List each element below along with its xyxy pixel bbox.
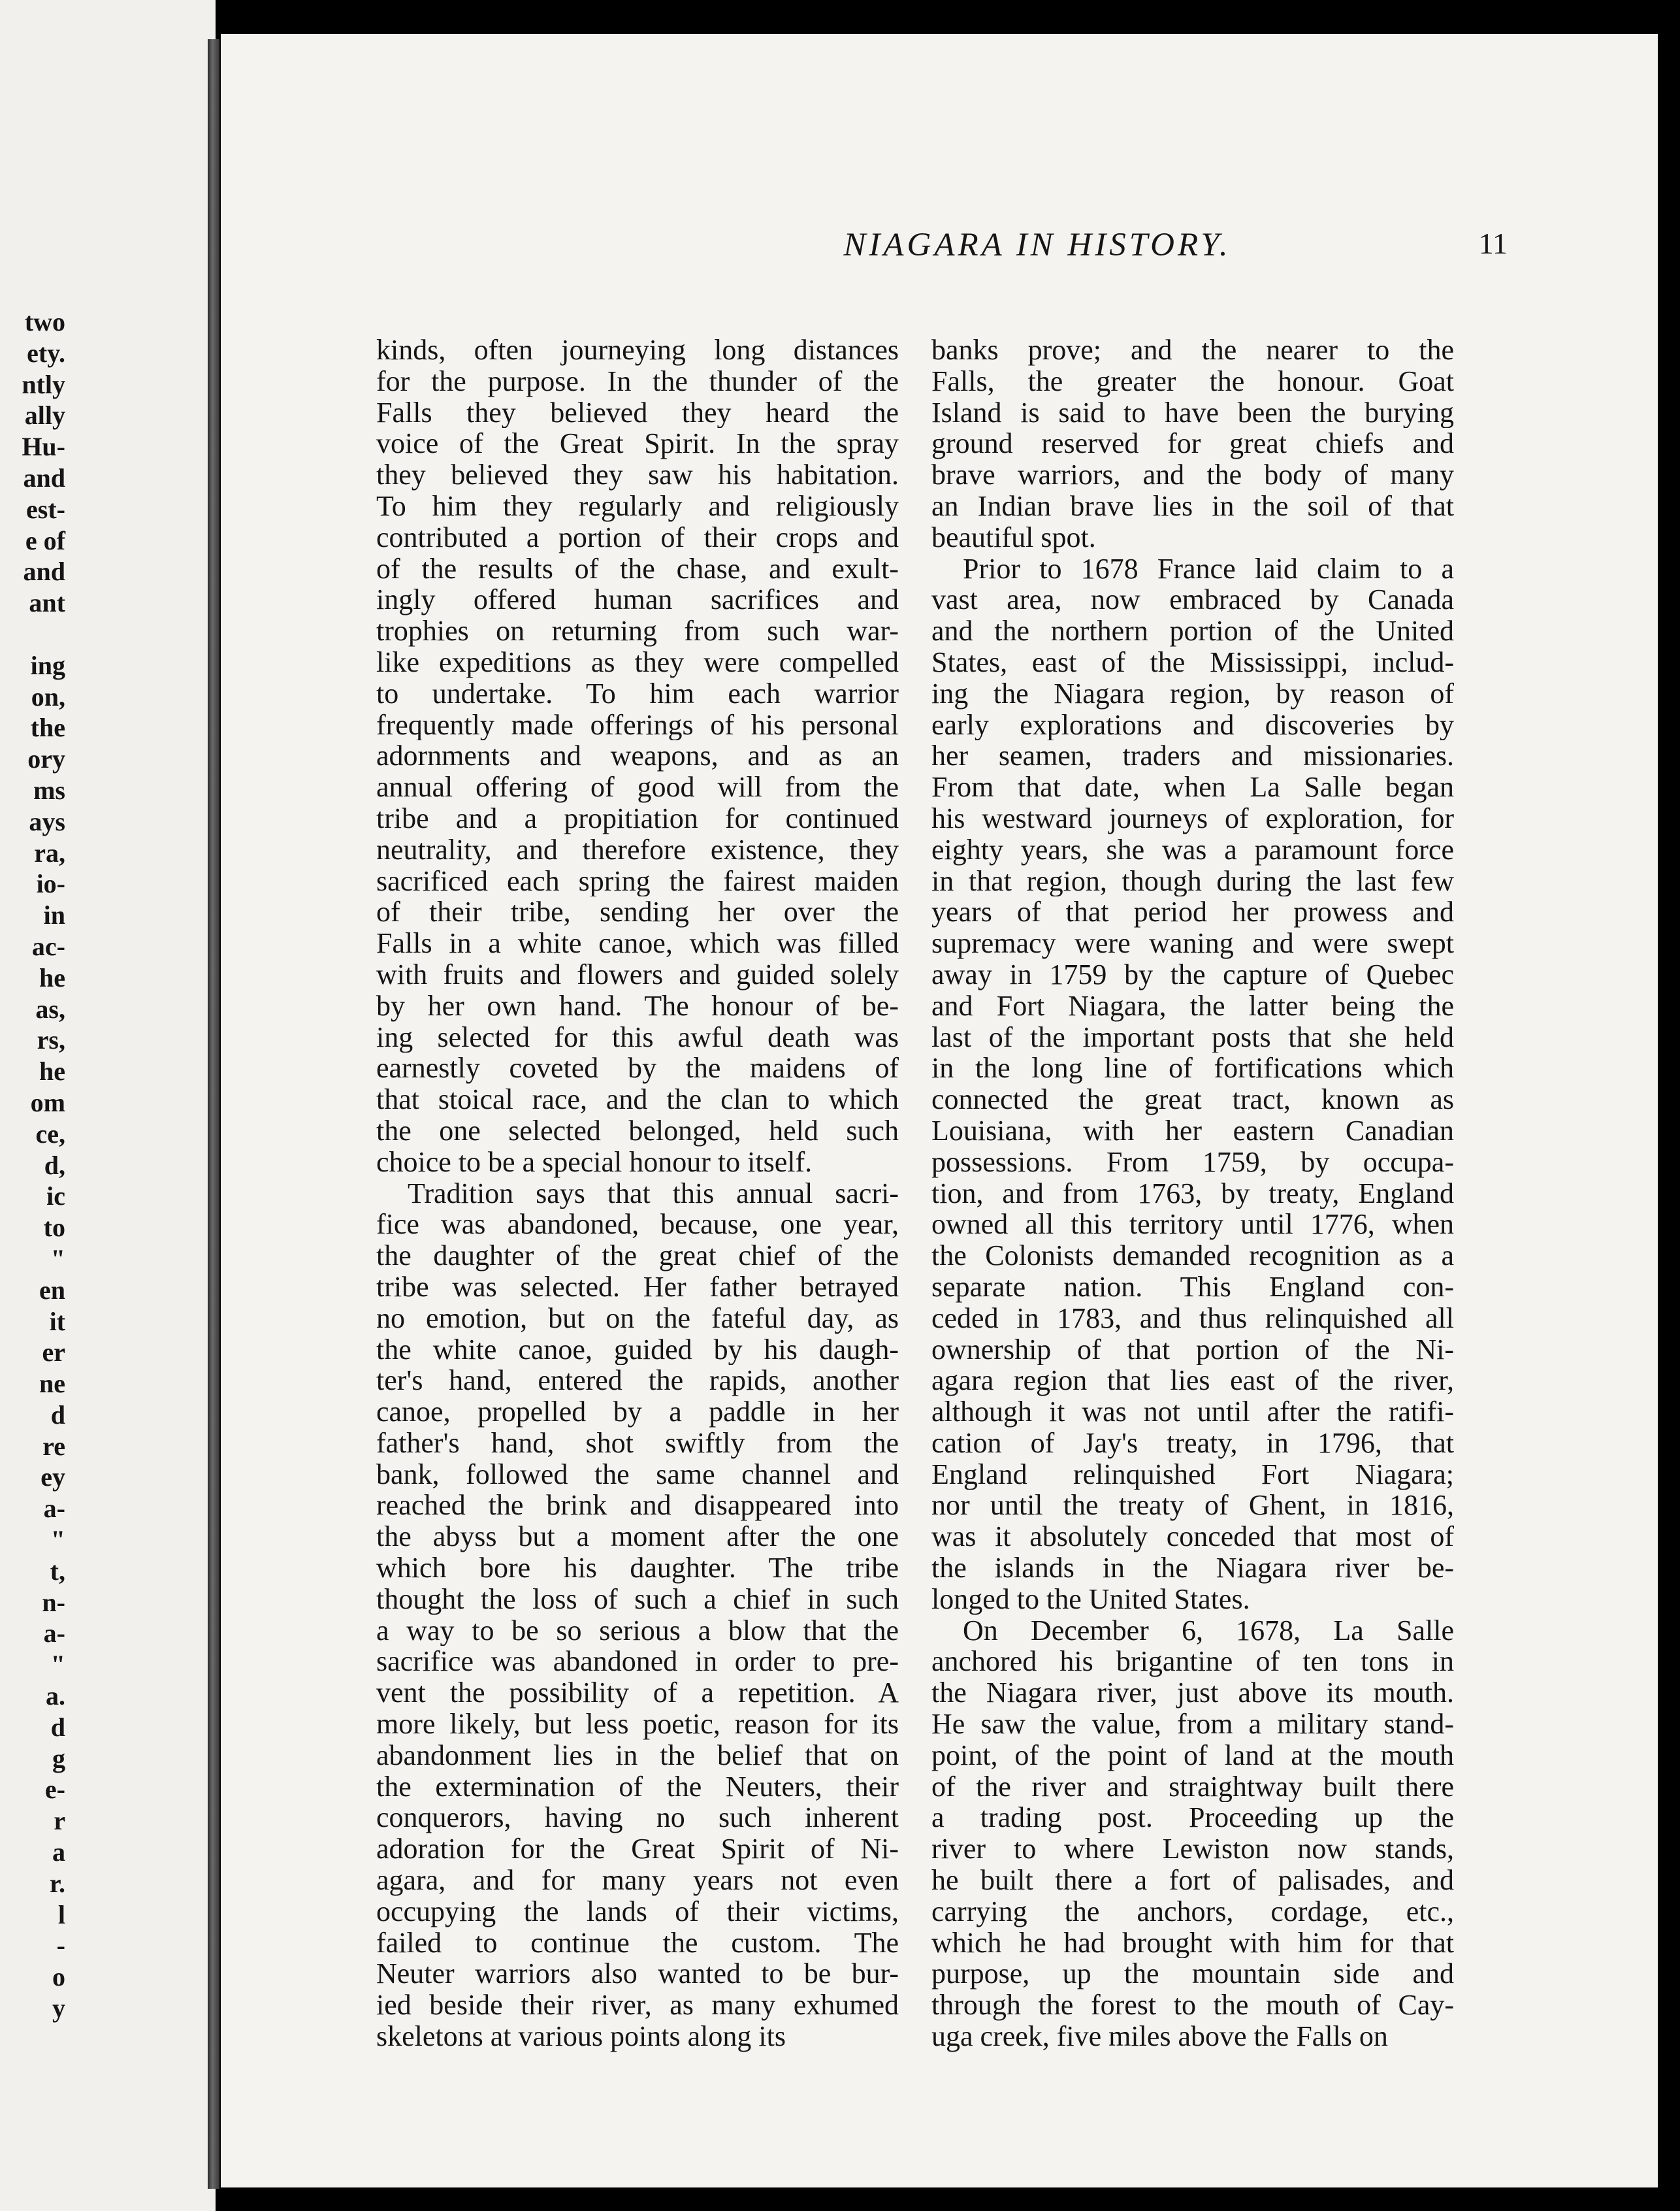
text-line: trophies on returning from such war- bbox=[376, 615, 899, 647]
fragment-line: est- bbox=[26, 494, 65, 524]
text-line: the extermination of the Neuters, their bbox=[376, 1771, 899, 1803]
text-line: conquerors, having no such inherent bbox=[376, 1802, 899, 1834]
text-line: longed to the United States. bbox=[931, 1583, 1250, 1615]
fragment-line: ne bbox=[39, 1369, 65, 1399]
text-line: tribe and a propitiation for continued bbox=[376, 802, 899, 834]
text-line: ter's hand, entered the rapids, another bbox=[376, 1365, 899, 1397]
text-line: ied beside their river, as many exhumed bbox=[376, 1990, 899, 2022]
text-line: ownership of that portion of the Ni- bbox=[931, 1334, 1454, 1366]
text-line: abandonment lies in the belief that on bbox=[376, 1739, 899, 1771]
text-line: by her own hand. The honour of be- bbox=[376, 990, 899, 1022]
text-line: agara region that lies east of the river, bbox=[931, 1365, 1454, 1397]
text-line: annual offering of good will from the bbox=[376, 772, 899, 803]
text-line: adoration for the Great Spirit of Ni- bbox=[376, 1833, 899, 1865]
text-line: To him they regularly and religiously bbox=[376, 490, 899, 522]
text-line: and the northern portion of the United bbox=[931, 615, 1454, 647]
text-line: the white canoe, guided by his daugh- bbox=[376, 1334, 899, 1366]
page-header bbox=[221, 226, 1658, 278]
text-line: they believed they saw his habitation. bbox=[376, 459, 899, 491]
text-line: agara, and for many years not even bbox=[376, 1865, 899, 1896]
fragment-line: e of bbox=[25, 525, 65, 555]
text-line: connected the great tract, known as bbox=[931, 1084, 1454, 1115]
text-line: sacrificed each spring the fairest maiden bbox=[376, 865, 899, 897]
book-gutter bbox=[208, 39, 219, 2189]
fragment-line: to bbox=[43, 1213, 65, 1243]
text-line: earnestly coveted by the maidens of bbox=[376, 1053, 899, 1085]
fragment-line: y bbox=[52, 1993, 65, 2023]
text-line: early explorations and discoveries by bbox=[931, 709, 1454, 741]
text-line: which bore his daughter. The tribe bbox=[376, 1552, 899, 1584]
text-line: in the long line of fortifications which bbox=[931, 1053, 1454, 1085]
fragment-line: " bbox=[50, 1650, 65, 1680]
fragment-line: g bbox=[52, 1743, 65, 1773]
text-line: the abyss but a moment after the one bbox=[376, 1521, 899, 1553]
fragment-line: ms bbox=[33, 775, 65, 805]
text-line: Island is said to have been the burying bbox=[931, 397, 1454, 429]
text-line: reached the brink and disappeared into bbox=[376, 1490, 899, 1522]
text-line: with fruits and flowers and guided solely bbox=[376, 958, 899, 991]
text-line: Prior to 1678 France laid claim to a bbox=[963, 553, 1454, 585]
text-line: cation of Jay's treaty, in 1796, that bbox=[931, 1427, 1454, 1459]
text-line: neutrality, and therefore existence, they bbox=[376, 834, 899, 866]
fragment-line: a- bbox=[43, 1618, 65, 1648]
text-line: for the purpose. In the thunder of the bbox=[376, 365, 899, 397]
fragment-line: ory bbox=[27, 744, 65, 774]
text-line: of the river and straightway built there bbox=[931, 1771, 1454, 1803]
fragment-line: t, bbox=[50, 1556, 65, 1586]
text-line: Neuter warriors also wanted to be bur- bbox=[376, 1958, 899, 1990]
text-line: river to where Lewiston now stands, bbox=[931, 1833, 1454, 1865]
fragment-line: d bbox=[50, 1712, 65, 1742]
text-line: father's hand, shot swiftly from the bbox=[376, 1427, 899, 1459]
fragment-line: d, bbox=[44, 1150, 65, 1180]
text-line: Falls they believed they heard the bbox=[376, 397, 899, 429]
fragment-line: r bbox=[54, 1806, 65, 1836]
fragment-line: rs, bbox=[37, 1025, 65, 1055]
text-line: brave warriors, and the body of many bbox=[931, 459, 1454, 491]
facing-page-text bbox=[0, 306, 65, 2023]
text-line: the islands in the Niagara river be- bbox=[931, 1552, 1454, 1584]
text-line: point, of the point of land at the mouth bbox=[931, 1739, 1454, 1771]
text-line: vent the possibility of a repetition. A bbox=[376, 1677, 899, 1709]
text-line: Louisiana, with her eastern Canadian bbox=[931, 1115, 1454, 1147]
text-line: frequently made offerings of his personal bbox=[376, 709, 899, 741]
fragment-line: ey bbox=[40, 1462, 65, 1492]
text-line: occupying the lands of their victims, bbox=[376, 1895, 899, 1927]
fragment-line: o bbox=[52, 1962, 65, 1992]
text-line: ceded in 1783, and thus relinquished all bbox=[931, 1302, 1454, 1334]
text-line: owned all this territory until 1776, when bbox=[931, 1209, 1454, 1241]
text-line: canoe, propelled by a paddle in her bbox=[376, 1396, 899, 1428]
fragment-line: d bbox=[50, 1400, 65, 1430]
text-line: From that date, when La Salle began bbox=[931, 772, 1454, 803]
running-title: NIAGARA IN HISTORY. bbox=[843, 227, 1231, 263]
text-line: ingly offered human sacrifices and bbox=[376, 584, 899, 616]
text-line: fice was abandoned, because, one year, bbox=[376, 1209, 899, 1241]
text-line: her seamen, traders and missionaries. bbox=[931, 740, 1454, 772]
fragment-line: re bbox=[42, 1431, 65, 1461]
fragment-line: ic bbox=[46, 1181, 65, 1211]
text-line: uga creek, five miles above the Falls on bbox=[931, 2021, 1388, 2052]
fragment-line: he bbox=[39, 1056, 65, 1087]
text-line: the Colonists demanded recognition as a bbox=[931, 1240, 1454, 1271]
text-line: last of the important posts that she held bbox=[931, 1021, 1454, 1053]
fragment-line: en bbox=[39, 1275, 65, 1305]
facing-page bbox=[0, 0, 216, 2211]
fragment-line: ce, bbox=[35, 1119, 65, 1149]
text-line: failed to continue the custom. The bbox=[376, 1927, 899, 1959]
text-line: years of that period her prowess and bbox=[931, 896, 1454, 928]
text-line: contributed a portion of their crops and bbox=[376, 521, 899, 553]
text-line: adornments and weapons, and as an bbox=[376, 740, 899, 772]
text-line: no emotion, but on the fateful day, as bbox=[376, 1302, 899, 1334]
text-line: an Indian brave lies in the soil of that bbox=[931, 490, 1454, 522]
fragment-line: ntly bbox=[22, 369, 65, 399]
text-line: separate nation. This England con- bbox=[931, 1271, 1454, 1303]
fragment-line: e- bbox=[44, 1775, 65, 1805]
fragment-line: and bbox=[23, 557, 65, 587]
text-line: through the forest to the mouth of Cay- bbox=[931, 1990, 1454, 2022]
text-line: although it was not until after the ratifi- bbox=[931, 1396, 1454, 1428]
text-line: ground reserved for great chiefs and bbox=[931, 428, 1454, 460]
text-line: was it absolutely conceded that most of bbox=[931, 1521, 1454, 1553]
fragment-line: in bbox=[43, 900, 65, 930]
text-line: eighty years, she was a paramount force bbox=[931, 834, 1454, 866]
text-line: ing the Niagara region, by reason of bbox=[931, 678, 1454, 710]
fragment-line: two bbox=[24, 307, 65, 336]
fragment-line: ally bbox=[24, 401, 65, 431]
fragment-line: a bbox=[52, 1837, 65, 1867]
fragment-line: " bbox=[50, 1525, 65, 1555]
text-line: the daughter of the great chief of the bbox=[376, 1240, 899, 1271]
text-line: carrying the anchors, cordage, etc., bbox=[931, 1895, 1454, 1927]
text-line: vast area, now embraced by Canada bbox=[931, 584, 1454, 616]
fragment-line: r. bbox=[49, 1868, 65, 1898]
fragment-line bbox=[0, 618, 65, 649]
fragment-line: ac- bbox=[31, 931, 65, 961]
text-line: Tradition says that this annual sacri- bbox=[408, 1177, 899, 1209]
fragment-line: n- bbox=[42, 1587, 65, 1617]
text-line: sacrifice was abandoned in order to pre- bbox=[376, 1646, 899, 1678]
fragment-line: ing bbox=[30, 650, 65, 680]
text-line: thought the loss of such a chief in such bbox=[376, 1583, 899, 1615]
text-line: the Niagara river, just above its mouth. bbox=[931, 1677, 1454, 1709]
fragment-line: " bbox=[50, 1243, 65, 1273]
scan-border bbox=[1658, 39, 1680, 2195]
fragment-line: io- bbox=[36, 869, 65, 899]
fragment-line: - bbox=[56, 1931, 65, 1961]
text-line: voice of the Great Spirit. In the spray bbox=[376, 428, 899, 460]
text-line: like expeditions as they were compelled bbox=[376, 646, 899, 678]
text-line: skeletons at various points along its bbox=[376, 2021, 786, 2052]
text-line: of their tribe, sending her over the bbox=[376, 896, 899, 928]
fragment-line: it bbox=[49, 1306, 65, 1336]
fragment-line: a- bbox=[43, 1494, 65, 1524]
text-line: his westward journeys of exploration, for bbox=[931, 802, 1454, 834]
text-line: possessions. From 1759, by occupa- bbox=[931, 1146, 1454, 1178]
text-line: he built there a fort of palisades, and bbox=[931, 1865, 1454, 1896]
text-line: banks prove; and the nearer to the bbox=[931, 335, 1454, 366]
fragment-line: ra, bbox=[34, 838, 65, 868]
fragment-line: ays bbox=[29, 806, 65, 836]
text-line: a way to be so serious a blow that the bbox=[376, 1614, 899, 1646]
text-line: which he had brought with him for that bbox=[931, 1927, 1454, 1959]
fragment-line: as, bbox=[35, 994, 65, 1024]
text-column-right bbox=[931, 335, 1454, 2052]
text-line: away in 1759 by the capture of Quebec bbox=[931, 958, 1454, 991]
fragment-line: on, bbox=[31, 681, 65, 712]
text-line: nor until the treaty of Ghent, in 1816, bbox=[931, 1490, 1454, 1522]
fragment-line: and bbox=[23, 463, 65, 493]
text-line: a trading post. Proceeding up the bbox=[931, 1802, 1454, 1834]
text-line: bank, followed the same channel and bbox=[376, 1458, 899, 1490]
fragment-line: a. bbox=[46, 1681, 65, 1711]
text-line: choice to be a special honour to itself. bbox=[376, 1146, 813, 1178]
text-line: of the results of the chase, and exult- bbox=[376, 553, 899, 585]
text-line: purpose, up the mountain side and bbox=[931, 1958, 1454, 1990]
text-line: tion, and from 1763, by treaty, England bbox=[931, 1177, 1454, 1209]
fragment-line: Hu- bbox=[22, 432, 65, 462]
book-page bbox=[221, 34, 1658, 2187]
text-line: the one selected belonged, held such bbox=[376, 1115, 899, 1147]
fragment-line: ant bbox=[29, 588, 65, 618]
fragment-line: ety. bbox=[27, 338, 65, 368]
text-line: England relinquished Fort Niagara; bbox=[931, 1458, 1454, 1490]
fragment-line: om bbox=[30, 1087, 65, 1117]
text-line: Falls in a white canoe, which was filled bbox=[376, 928, 899, 959]
text-line: to undertake. To him each warrior bbox=[376, 678, 899, 710]
text-line: Falls, the greater the honour. Goat bbox=[931, 365, 1454, 397]
text-line: in that region, though during the last few bbox=[931, 865, 1454, 897]
text-line: and Fort Niagara, the latter being the bbox=[931, 990, 1454, 1022]
text-line: more likely, but less poetic, reason for its bbox=[376, 1709, 899, 1740]
text-line: supremacy were waning and were swept bbox=[931, 928, 1454, 959]
fragment-line: er bbox=[42, 1337, 65, 1368]
text-line: that stoical race, and the clan to which bbox=[376, 1084, 899, 1115]
text-line: States, east of the Mississippi, includ- bbox=[931, 646, 1454, 678]
text-column-left bbox=[376, 335, 899, 2052]
text-line: tribe was selected. Her father betrayed bbox=[376, 1271, 899, 1303]
text-line: kinds, often journeying long distances bbox=[376, 335, 899, 366]
fragment-line: the bbox=[30, 713, 65, 743]
text-line: anchored his brigantine of ten tons in bbox=[931, 1646, 1454, 1678]
text-line: beautiful spot. bbox=[931, 521, 1096, 553]
page-number: 11 bbox=[1478, 227, 1508, 260]
text-line: On December 6, 1678, La Salle bbox=[963, 1614, 1454, 1646]
text-line: ing selected for this awful death was bbox=[376, 1021, 899, 1053]
text-line: He saw the value, from a military stand- bbox=[931, 1709, 1454, 1740]
fragment-line: he bbox=[39, 962, 65, 992]
fragment-line: l bbox=[57, 1899, 65, 1929]
